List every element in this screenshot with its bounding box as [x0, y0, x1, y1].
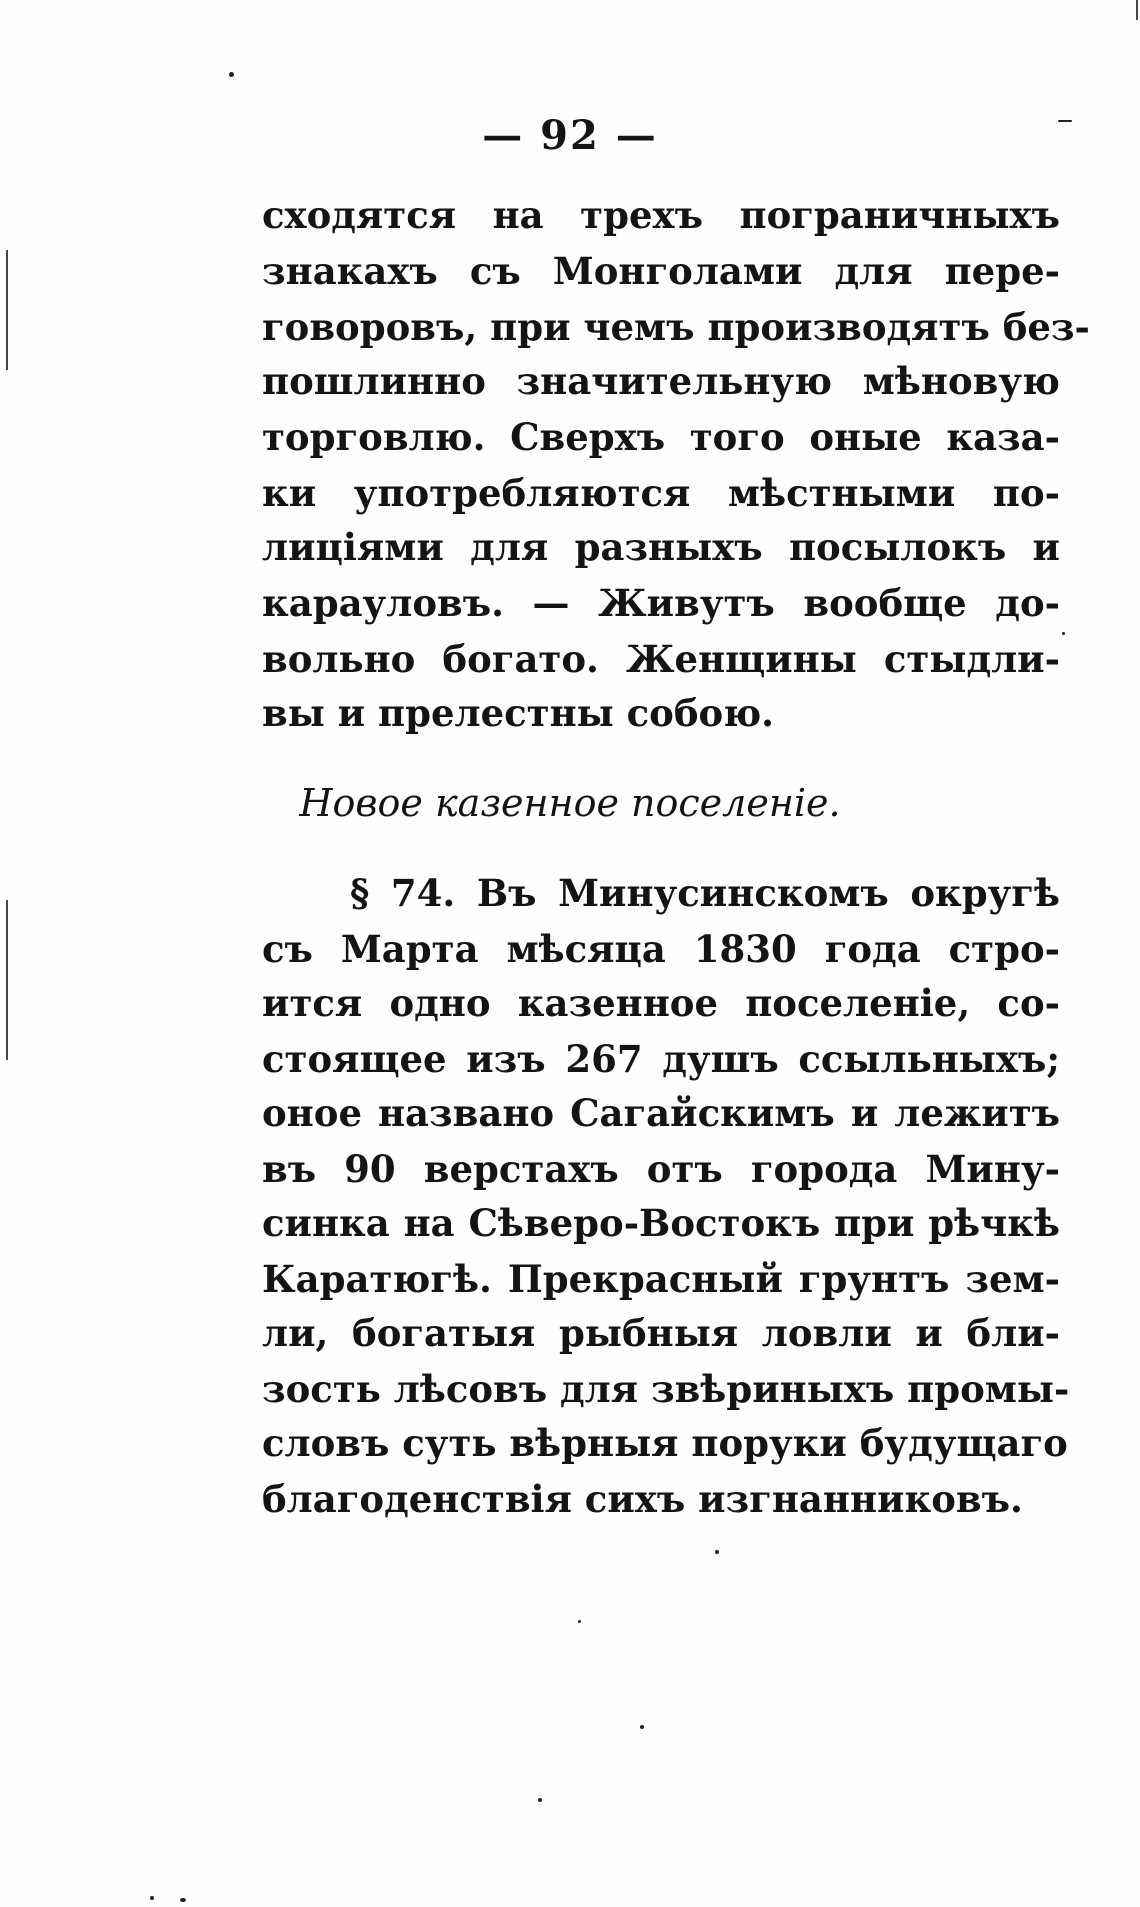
- scan-speck: [180, 1898, 186, 1902]
- text-line: ится одно казенное поселеніе, со-: [262, 981, 1060, 1025]
- scan-speck: [578, 1620, 581, 1623]
- text-line: синка на Сѣверо-Востокъ при рѣчкѣ: [262, 1201, 1060, 1245]
- text-line: знакахъ съ Монголами для пере-: [262, 249, 1060, 293]
- text-line: лиціями для разныхъ посылокъ и: [262, 525, 1060, 569]
- scan-speck: [1062, 632, 1065, 635]
- text-line: торговлю. Сверхъ того оные каза-: [262, 415, 1060, 459]
- scan-speck: [715, 1550, 719, 1554]
- scan-speck: [1058, 120, 1072, 122]
- text-line: сходятся на трехъ пограничныхъ: [262, 193, 1060, 237]
- text-line: оное названо Сагайскимъ и лежитъ: [262, 1091, 1060, 1135]
- edge-mark: [6, 900, 8, 1060]
- text-line: стоящее изъ 267 душъ ссыльныхъ;: [262, 1037, 1060, 1081]
- edge-mark: [6, 250, 8, 370]
- edge-mark: [1136, 0, 1138, 20]
- text-line: пошлинно значительную мѣновую: [262, 359, 1060, 403]
- text-line: зость лѣсовъ для звѣриныхъ промы-: [262, 1367, 1070, 1411]
- scan-speck: [538, 1798, 542, 1802]
- text-line: ли, богатыя рыбныя ловли и бли-: [262, 1311, 1060, 1355]
- text-line: вы и прелестны собою.: [262, 691, 775, 735]
- text-line: карауловъ. — Живутъ вообще до-: [262, 581, 1060, 625]
- text-line: Каратюгѣ. Прекрасный грунтъ зем-: [262, 1257, 1060, 1301]
- scan-speck: [150, 1896, 154, 1900]
- scan-speck: [640, 1725, 644, 1729]
- section-heading: Новое казенное поселеніе.: [299, 781, 841, 825]
- text-line: говоровъ, при чемъ производятъ без-: [262, 305, 1090, 349]
- text-line: ки употребляются мѣстными по-: [262, 471, 1060, 515]
- text-line: вольно богато. Женщины стыдли-: [262, 637, 1060, 681]
- text-line: благоденствія сихъ изгнанниковъ.: [262, 1477, 1023, 1521]
- text-line: съ Марта мѣсяца 1830 года стро-: [262, 927, 1060, 971]
- scan-speck: [229, 72, 234, 77]
- text-line: § 74. Въ Минусинскомъ округѣ: [350, 871, 1060, 915]
- text-line: словъ суть вѣрныя поруки будущаго: [262, 1421, 1068, 1465]
- text-line: въ 90 верстахъ отъ города Мину-: [262, 1147, 1060, 1191]
- page-number: — 92 —: [482, 112, 658, 159]
